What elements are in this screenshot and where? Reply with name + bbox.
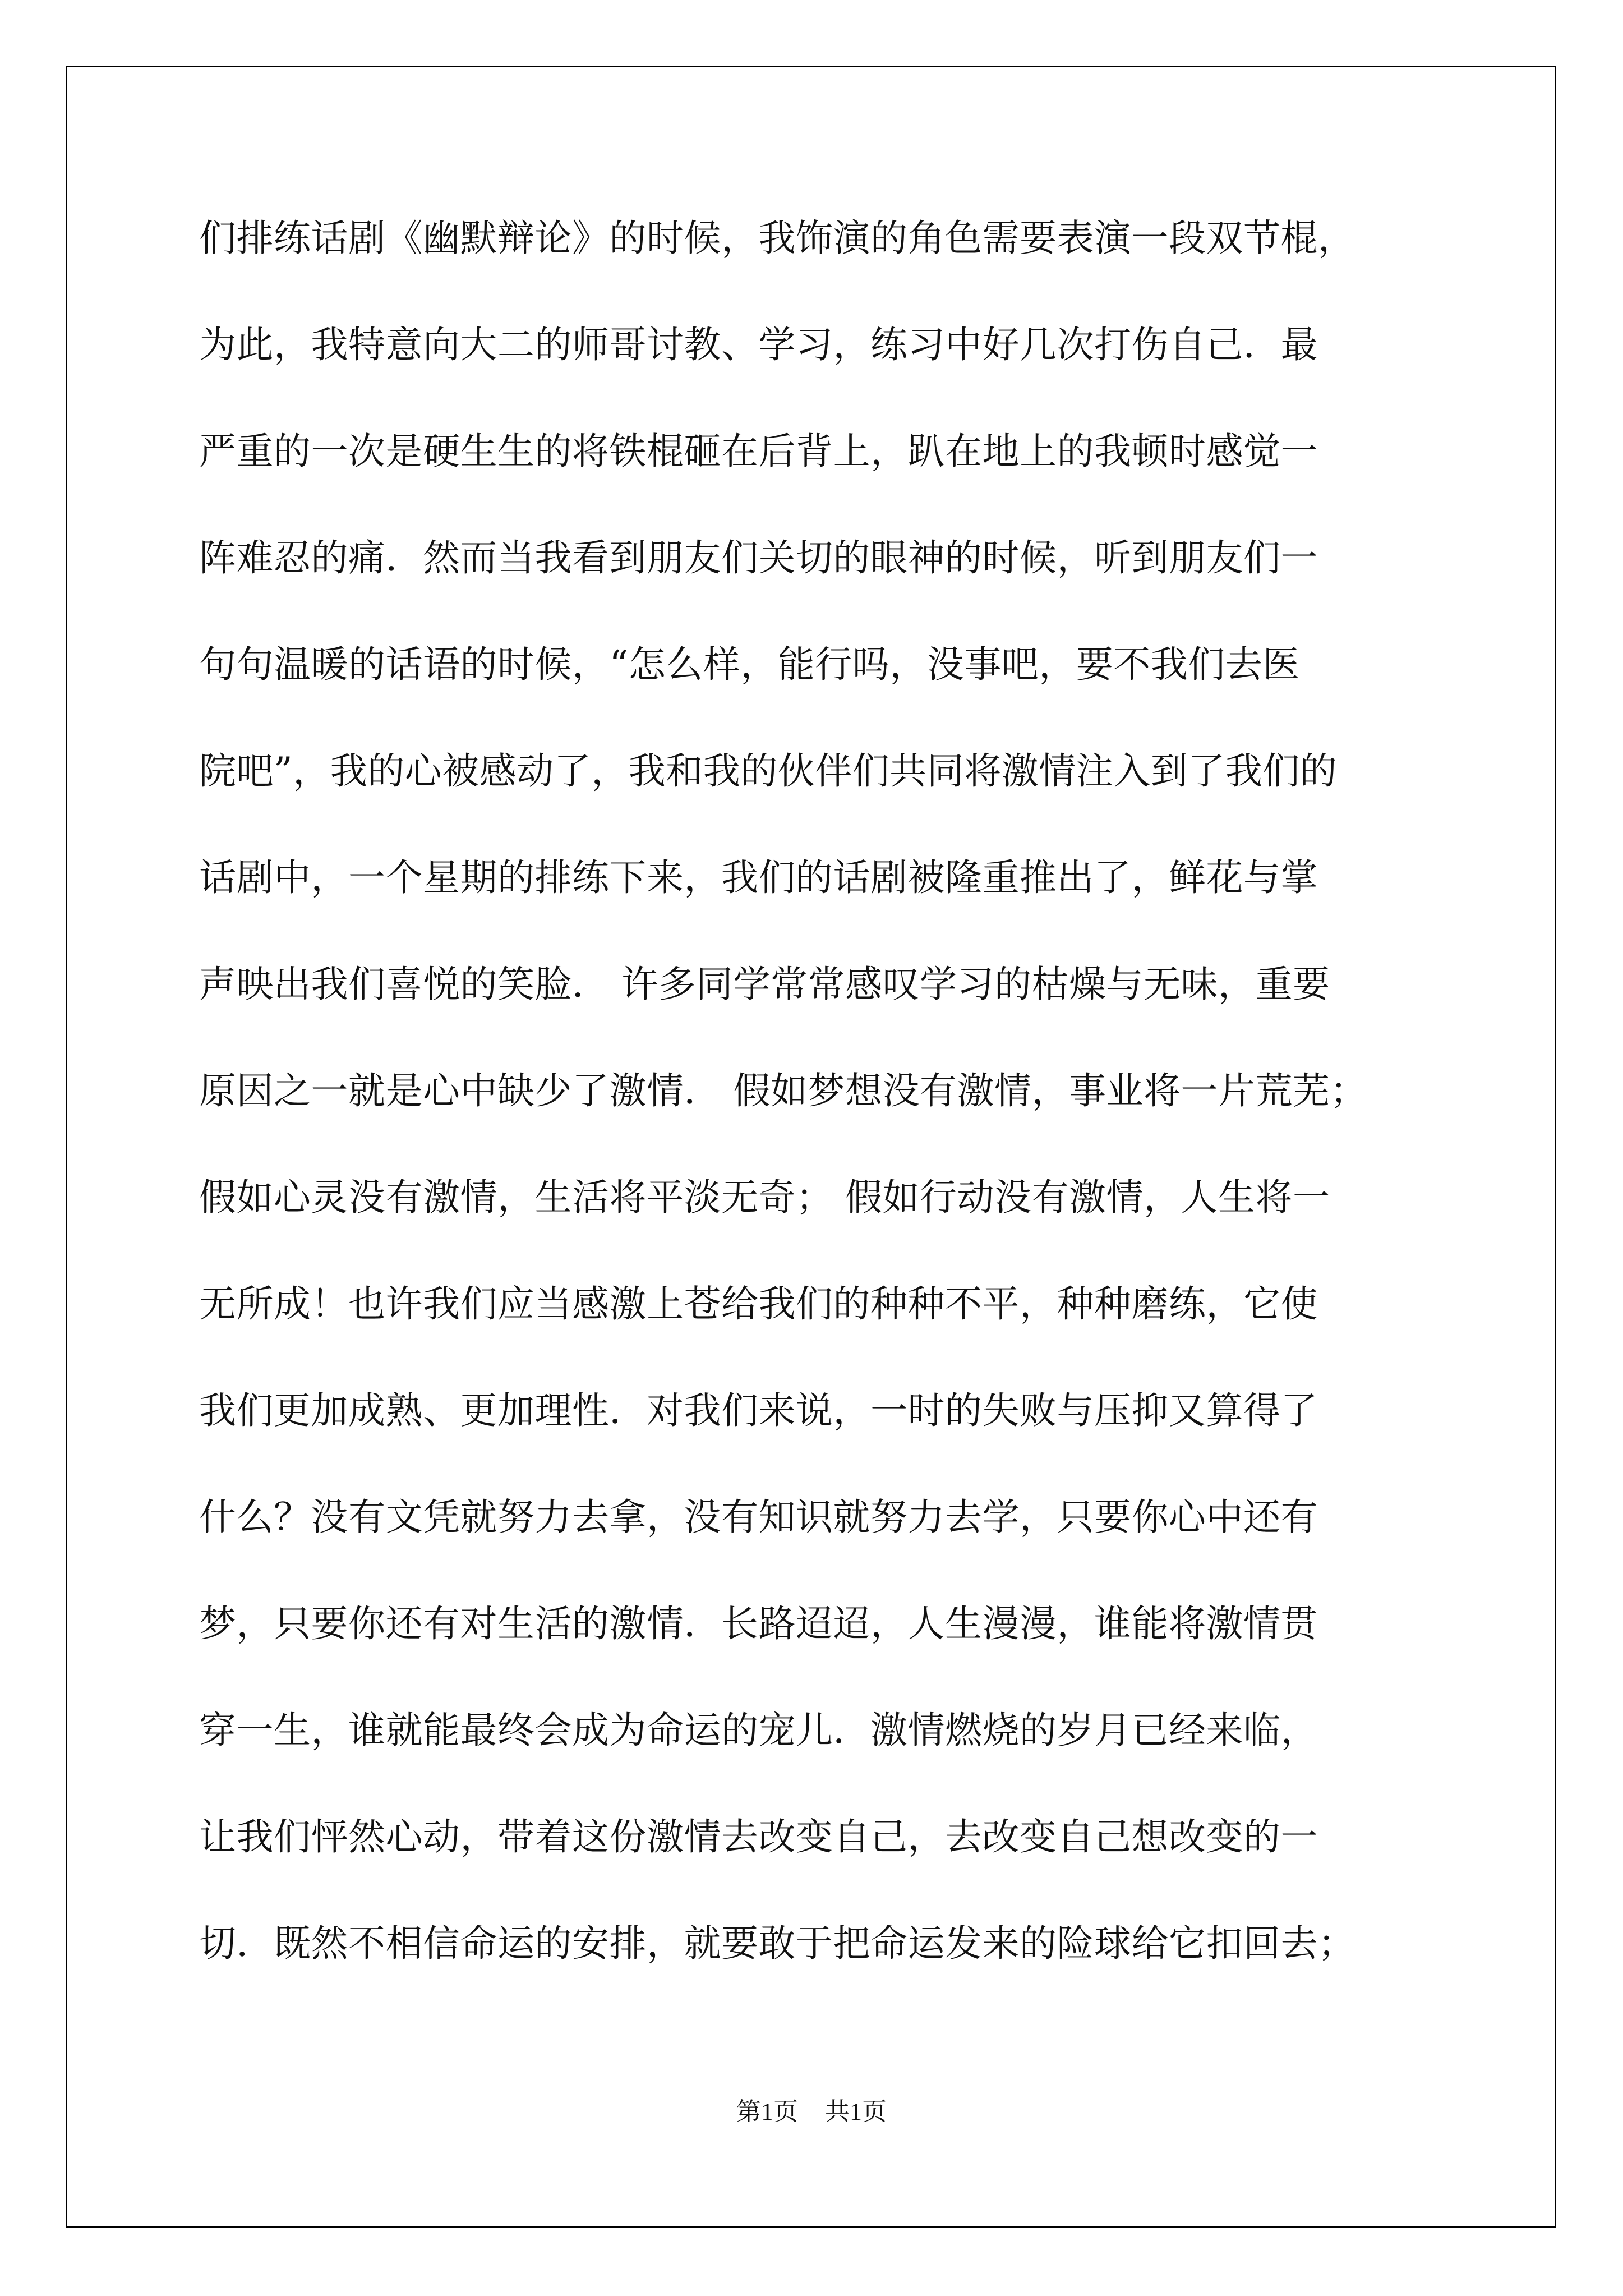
- text-line: 假如心灵没有激情，生活将平淡无奇； 假如行动没有激情，人生将一: [199, 1176, 1330, 1219]
- text-line: 严重的一次是硬生生的将铁棍砸在后背上，趴在地上的我顿时感觉一: [199, 430, 1318, 473]
- text-line: 原因之一就是心中缺少了激情． 假如梦想没有激情，事业将一片荒芜；: [199, 1069, 1367, 1112]
- text-line: 梦，只要你还有对生活的激情．长路迢迢，人生漫漫，谁能将激情贯: [199, 1602, 1318, 1645]
- text-line: 话剧中，一个星期的排练下来，我们的话剧被隆重推出了，鲜花与掌: [199, 856, 1318, 899]
- text-line: 切．既然不相信命运的安排，就要敢于把命运发来的险球给它扣回去；: [199, 1922, 1355, 1965]
- text-line: 无所成！也许我们应当感激上苍给我们的种种不平，种种磨练，它使: [199, 1282, 1318, 1326]
- text-line: 什么？没有文凭就努力去拿，没有知识就努力去学，只要你心中还有: [199, 1496, 1318, 1539]
- text-line: 院吧”，我的心被感动了，我和我的伙伴们共同将激情注入到了我们的: [199, 749, 1338, 793]
- text-line: 让我们怦然心动，带着这份激情去改变自己，去改变自己想改变的一: [199, 1815, 1318, 1858]
- page-footer: [0, 2095, 1623, 2129]
- body-text: [199, 185, 1438, 1997]
- text-line: 句句温暖的话语的时候，“怎么样，能行吗，没事吧，要不我们去医: [199, 643, 1300, 686]
- text-line: 穿一生，谁就能最终会成为命运的宠儿．激情燃烧的岁月已经来临，: [199, 1709, 1318, 1752]
- page-number-total: 共1页: [825, 2098, 887, 2125]
- text-line: 为此，我特意向大二的师哥讨教、学习，练习中好几次打伤自己．最: [199, 323, 1318, 366]
- text-line: 们排练话剧《幽默辩论》的时候，我饰演的角色需要表演一段双节棍，: [199, 217, 1355, 260]
- page-number-current: 第1页: [736, 2098, 798, 2125]
- text-line: 阵难忍的痛．然而当我看到朋友们关切的眼神的时候，听到朋友们一: [199, 536, 1318, 579]
- text-line: 我们更加成熟、更加理性．对我们来说，一时的失败与压抑又算得了: [199, 1389, 1318, 1432]
- text-line: 声映出我们喜悦的笑脸． 许多同学常常感叹学习的枯燥与无味，重要: [199, 963, 1330, 1006]
